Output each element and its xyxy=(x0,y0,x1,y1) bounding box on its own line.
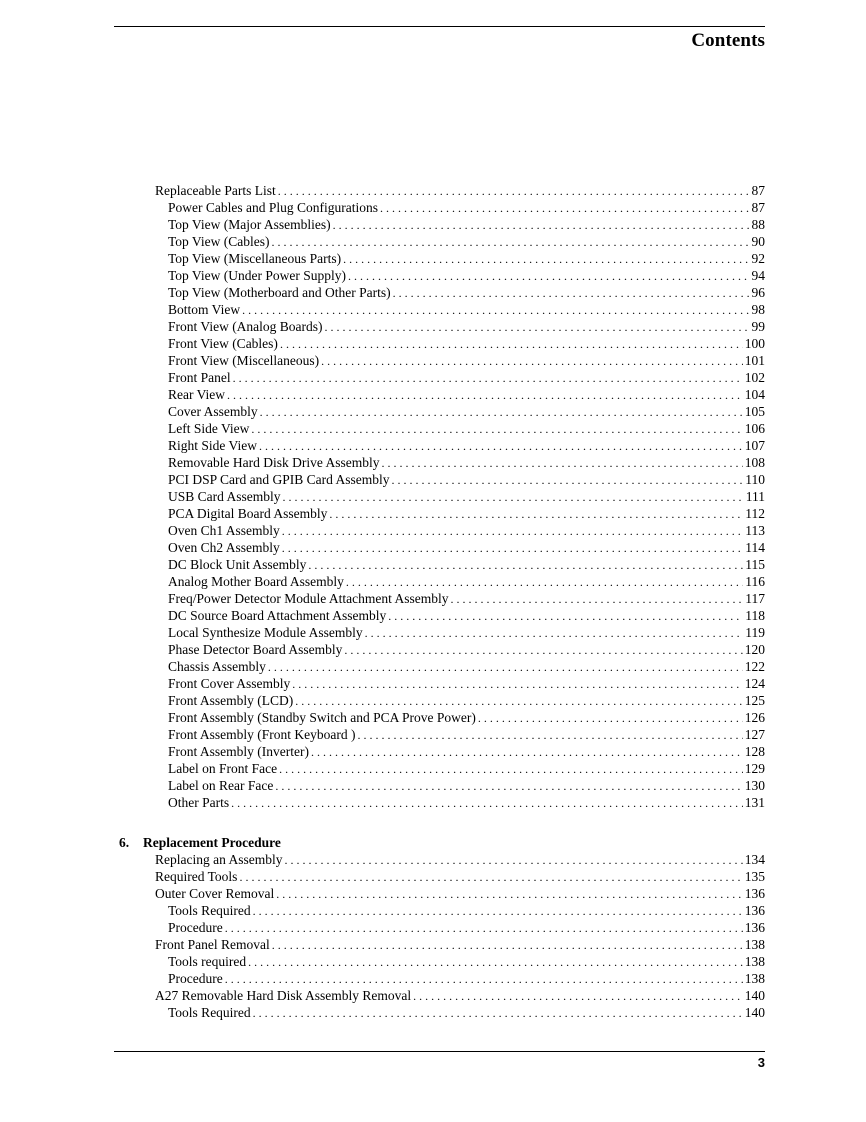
toc-entry-label: Oven Ch1 Assembly xyxy=(168,523,280,538)
toc-entry-page: 117 xyxy=(745,591,765,606)
toc-entry[interactable] xyxy=(168,607,765,624)
toc-entry-page: 115 xyxy=(745,557,765,572)
toc-entry-page: 136 xyxy=(744,920,765,935)
toc-entry[interactable] xyxy=(168,199,765,216)
toc-entry-page: 111 xyxy=(745,489,765,504)
dot-leader xyxy=(311,744,743,760)
toc-entry-label: Required Tools xyxy=(155,869,238,884)
toc-entry-page: 118 xyxy=(745,608,765,623)
toc-entry-label: Front Panel xyxy=(168,370,231,385)
dot-leader xyxy=(295,693,742,709)
toc-entry[interactable] xyxy=(168,369,765,386)
toc-entry[interactable] xyxy=(168,471,765,488)
toc-entry-page: 136 xyxy=(744,903,765,918)
toc-entry[interactable] xyxy=(168,675,765,692)
toc-entry-page: 87 xyxy=(751,183,765,198)
toc-entry-page: 106 xyxy=(744,421,765,436)
toc-entry-page: 138 xyxy=(744,954,765,969)
toc-entry-page: 129 xyxy=(744,761,765,776)
toc-entry-label: Chassis Assembly xyxy=(168,659,266,674)
toc-entry-page: 122 xyxy=(744,659,765,674)
toc-entry-label: USB Card Assembly xyxy=(168,489,281,504)
toc-entry-page: 101 xyxy=(744,353,765,368)
toc-entry-page: 110 xyxy=(745,472,765,487)
dot-leader xyxy=(321,353,743,369)
toc-entry-label: Cover Assembly xyxy=(168,404,258,419)
toc-entry-page: 140 xyxy=(744,988,765,1003)
toc-entry-page: 92 xyxy=(751,251,765,266)
toc-entry[interactable] xyxy=(168,743,765,760)
dot-leader xyxy=(381,455,742,471)
toc-entry-label: Tools required xyxy=(168,954,247,969)
toc-entry-page: 90 xyxy=(751,234,765,249)
toc-entry-label: Right Side View xyxy=(168,438,257,453)
dot-leader xyxy=(348,268,750,284)
toc-entry[interactable] xyxy=(168,794,765,811)
dot-leader xyxy=(278,183,750,199)
dot-leader xyxy=(329,506,743,522)
toc-entry-label: PCA Digital Board Assembly xyxy=(168,506,328,521)
toc-entry-page: 100 xyxy=(744,336,765,351)
dot-leader xyxy=(275,778,742,794)
dot-leader xyxy=(280,336,743,352)
dot-leader xyxy=(393,285,750,301)
dot-leader xyxy=(292,676,742,692)
dot-leader xyxy=(272,937,743,953)
dot-leader xyxy=(450,591,743,607)
toc-entry-label: Front Assembly (LCD) xyxy=(168,693,294,708)
toc-entry-label: Outer Cover Removal xyxy=(155,886,275,901)
dot-leader xyxy=(308,557,743,573)
toc-entry-label: Front Panel Removal xyxy=(155,937,270,952)
toc-entry-label: Tools Required xyxy=(168,903,251,918)
toc-entry[interactable] xyxy=(168,919,765,936)
dot-leader xyxy=(333,217,750,233)
toc-entry[interactable] xyxy=(168,556,765,573)
toc-entry[interactable] xyxy=(168,488,765,505)
toc-entry[interactable] xyxy=(168,522,765,539)
toc-entry[interactable] xyxy=(168,692,765,709)
toc-entry-page: 112 xyxy=(745,506,765,521)
toc-entry-label: Tools Required xyxy=(168,1005,251,1020)
toc-entry-label: Phase Detector Board Assembly xyxy=(168,642,343,657)
toc-entry[interactable] xyxy=(168,301,765,318)
toc-entry[interactable] xyxy=(168,454,765,471)
toc-entry-label: Procedure xyxy=(168,971,223,986)
dot-leader xyxy=(388,608,743,624)
toc-entry-page: 87 xyxy=(751,200,765,215)
toc-entry[interactable] xyxy=(168,233,765,250)
toc-entry[interactable] xyxy=(168,573,765,590)
toc-entry-label: Local Synthesize Module Assembly xyxy=(168,625,363,640)
toc-entry-label: Front Assembly (Standby Switch and PCA Prove Power) xyxy=(168,710,476,725)
dot-leader xyxy=(239,869,742,885)
toc-entry-label: Analog Mother Board Assembly xyxy=(168,574,344,589)
toc-entry-page: 114 xyxy=(745,540,765,555)
toc-entry-page: 140 xyxy=(744,1005,765,1020)
toc-entry[interactable] xyxy=(168,437,765,454)
dot-leader xyxy=(233,370,743,386)
toc-entry[interactable] xyxy=(155,182,765,199)
toc-entry[interactable] xyxy=(168,505,765,522)
dot-leader xyxy=(225,971,743,987)
toc-entry[interactable] xyxy=(168,726,765,743)
toc-entry-page: 126 xyxy=(744,710,765,725)
toc-entry-page: 107 xyxy=(744,438,765,453)
dot-leader xyxy=(343,251,749,267)
toc-entry-page: 99 xyxy=(751,319,765,334)
dot-leader xyxy=(282,523,743,539)
dot-leader xyxy=(259,438,743,454)
toc-entry-label: Front View (Analog Boards) xyxy=(168,319,323,334)
dot-leader xyxy=(253,903,743,919)
toc-entry-label: Rear View xyxy=(168,387,226,402)
toc-entry-page: 104 xyxy=(744,387,765,402)
toc-entry[interactable] xyxy=(168,335,765,352)
toc-entry[interactable] xyxy=(168,777,765,794)
toc-entry[interactable] xyxy=(168,250,765,267)
dot-leader xyxy=(260,404,743,420)
toc-entry-label: Power Cables and Plug Configurations xyxy=(168,200,378,215)
dot-leader xyxy=(279,761,743,777)
toc-entry[interactable] xyxy=(168,624,765,641)
toc-entry-label: Top View (Cables) xyxy=(168,234,270,249)
dot-leader xyxy=(365,625,744,641)
dot-leader xyxy=(283,489,744,505)
toc-entry-page: 127 xyxy=(744,727,765,742)
toc-entry-label: Label on Front Face xyxy=(168,761,278,776)
toc-entry-page: 138 xyxy=(744,971,765,986)
toc-entry-label: Bottom View xyxy=(168,302,241,317)
toc-entry-page: 113 xyxy=(745,523,765,538)
dot-leader xyxy=(380,200,750,216)
header-rule xyxy=(114,26,765,27)
toc-entry-label: Top View (Under Power Supply) xyxy=(168,268,346,283)
dot-leader xyxy=(268,659,743,675)
toc-entry-page: 128 xyxy=(744,744,765,759)
toc-entry[interactable] xyxy=(168,318,765,335)
toc-entry[interactable] xyxy=(168,216,765,233)
toc-entry-label: Replacing an Assembly xyxy=(155,852,283,867)
toc-entry-label: Replaceable Parts List xyxy=(155,183,276,198)
dot-leader xyxy=(231,795,743,811)
toc-entry[interactable] xyxy=(155,868,765,885)
toc-entry-label: Removable Hard Disk Drive Assembly xyxy=(168,455,380,470)
toc-entry-page: 135 xyxy=(744,869,765,884)
toc-entry[interactable] xyxy=(168,709,765,726)
toc-entry-page: 96 xyxy=(751,285,765,300)
toc-entry-page: 98 xyxy=(751,302,765,317)
chapter-heading[interactable] xyxy=(119,834,281,851)
page-number: 3 xyxy=(757,1055,765,1070)
toc-entry[interactable] xyxy=(168,1004,765,1021)
toc-entry[interactable] xyxy=(155,885,765,902)
toc-entry-page: 120 xyxy=(744,642,765,657)
toc-entry-page: 131 xyxy=(744,795,765,810)
toc-entry-page: 119 xyxy=(745,625,765,640)
toc-entry[interactable] xyxy=(168,352,765,369)
toc-entry-page: 125 xyxy=(744,693,765,708)
toc-entry[interactable] xyxy=(168,403,765,420)
chapter-title: Replacement Procedure xyxy=(143,835,281,850)
footer-rule xyxy=(114,1051,765,1052)
toc-entry-page: 136 xyxy=(744,886,765,901)
dot-leader xyxy=(346,574,743,590)
dot-leader xyxy=(253,1005,743,1021)
toc-entry-label: DC Source Board Attachment Assembly xyxy=(168,608,387,623)
toc-entry-page: 124 xyxy=(744,676,765,691)
toc-entry[interactable] xyxy=(168,953,765,970)
toc-entry[interactable] xyxy=(168,760,765,777)
dot-leader xyxy=(357,727,742,743)
toc-entry-label: Front Assembly (Front Keyboard ) xyxy=(168,727,356,742)
toc-entry-page: 105 xyxy=(744,404,765,419)
toc-entry-label: Procedure xyxy=(168,920,223,935)
toc-entry-page: 138 xyxy=(744,937,765,952)
dot-leader xyxy=(478,710,743,726)
dot-leader xyxy=(271,234,749,250)
toc-entry[interactable] xyxy=(155,987,765,1004)
toc-entry-label: PCI DSP Card and GPIB Card Assembly xyxy=(168,472,390,487)
toc-entry-page: 88 xyxy=(751,217,765,232)
toc-entry-label: Oven Ch2 Assembly xyxy=(168,540,280,555)
toc-entry-label: Label on Rear Face xyxy=(168,778,274,793)
dot-leader xyxy=(225,920,743,936)
toc-entry[interactable] xyxy=(155,936,765,953)
toc-entry-label: Front View (Cables) xyxy=(168,336,278,351)
toc-entry[interactable] xyxy=(168,420,765,437)
toc-entry-label: A27 Removable Hard Disk Assembly Removal xyxy=(155,988,412,1003)
toc-entry-label: Front Assembly (Inverter) xyxy=(168,744,309,759)
toc-entry-label: Other Parts xyxy=(168,795,230,810)
toc-entry[interactable] xyxy=(168,658,765,675)
toc-entry-page: 94 xyxy=(751,268,765,283)
dot-leader xyxy=(284,852,742,868)
chapter-number: 6. xyxy=(119,835,130,850)
toc-entry-label: Front View (Miscellaneous) xyxy=(168,353,320,368)
toc-entry-label: DC Block Unit Assembly xyxy=(168,557,307,572)
toc-entry-page: 116 xyxy=(745,574,765,589)
toc-entry-label: Top View (Miscellaneous Parts) xyxy=(168,251,342,266)
toc-entry[interactable] xyxy=(168,970,765,987)
dot-leader xyxy=(413,988,743,1004)
dot-leader xyxy=(248,954,743,970)
toc-entry-label: Freq/Power Detector Module Attachment Assembly xyxy=(168,591,449,606)
toc-entry-page: 134 xyxy=(744,852,765,867)
dot-leader xyxy=(392,472,744,488)
toc-entry-page: 108 xyxy=(744,455,765,470)
toc-entry[interactable] xyxy=(168,386,765,403)
dot-leader xyxy=(325,319,750,335)
page-title: Contents xyxy=(691,30,765,51)
dot-leader xyxy=(251,421,742,437)
dot-leader xyxy=(344,642,742,658)
toc-entry[interactable] xyxy=(168,641,765,658)
toc-entry-page: 102 xyxy=(744,370,765,385)
dot-leader xyxy=(227,387,743,403)
dot-leader xyxy=(242,302,749,318)
toc-entry-page: 130 xyxy=(744,778,765,793)
dot-leader xyxy=(276,886,743,902)
toc-entry[interactable] xyxy=(168,267,765,284)
toc-entry[interactable] xyxy=(168,539,765,556)
toc-entry-label: Top View (Motherboard and Other Parts) xyxy=(168,285,391,300)
dot-leader xyxy=(282,540,743,556)
toc-entry[interactable] xyxy=(168,284,765,301)
toc-entry[interactable] xyxy=(155,851,765,868)
toc-entry-label: Left Side View xyxy=(168,421,250,436)
toc-entry-label: Front Cover Assembly xyxy=(168,676,291,691)
toc-entry[interactable] xyxy=(168,590,765,607)
toc-entry-label: Top View (Major Assemblies) xyxy=(168,217,331,232)
toc-entry[interactable] xyxy=(168,902,765,919)
